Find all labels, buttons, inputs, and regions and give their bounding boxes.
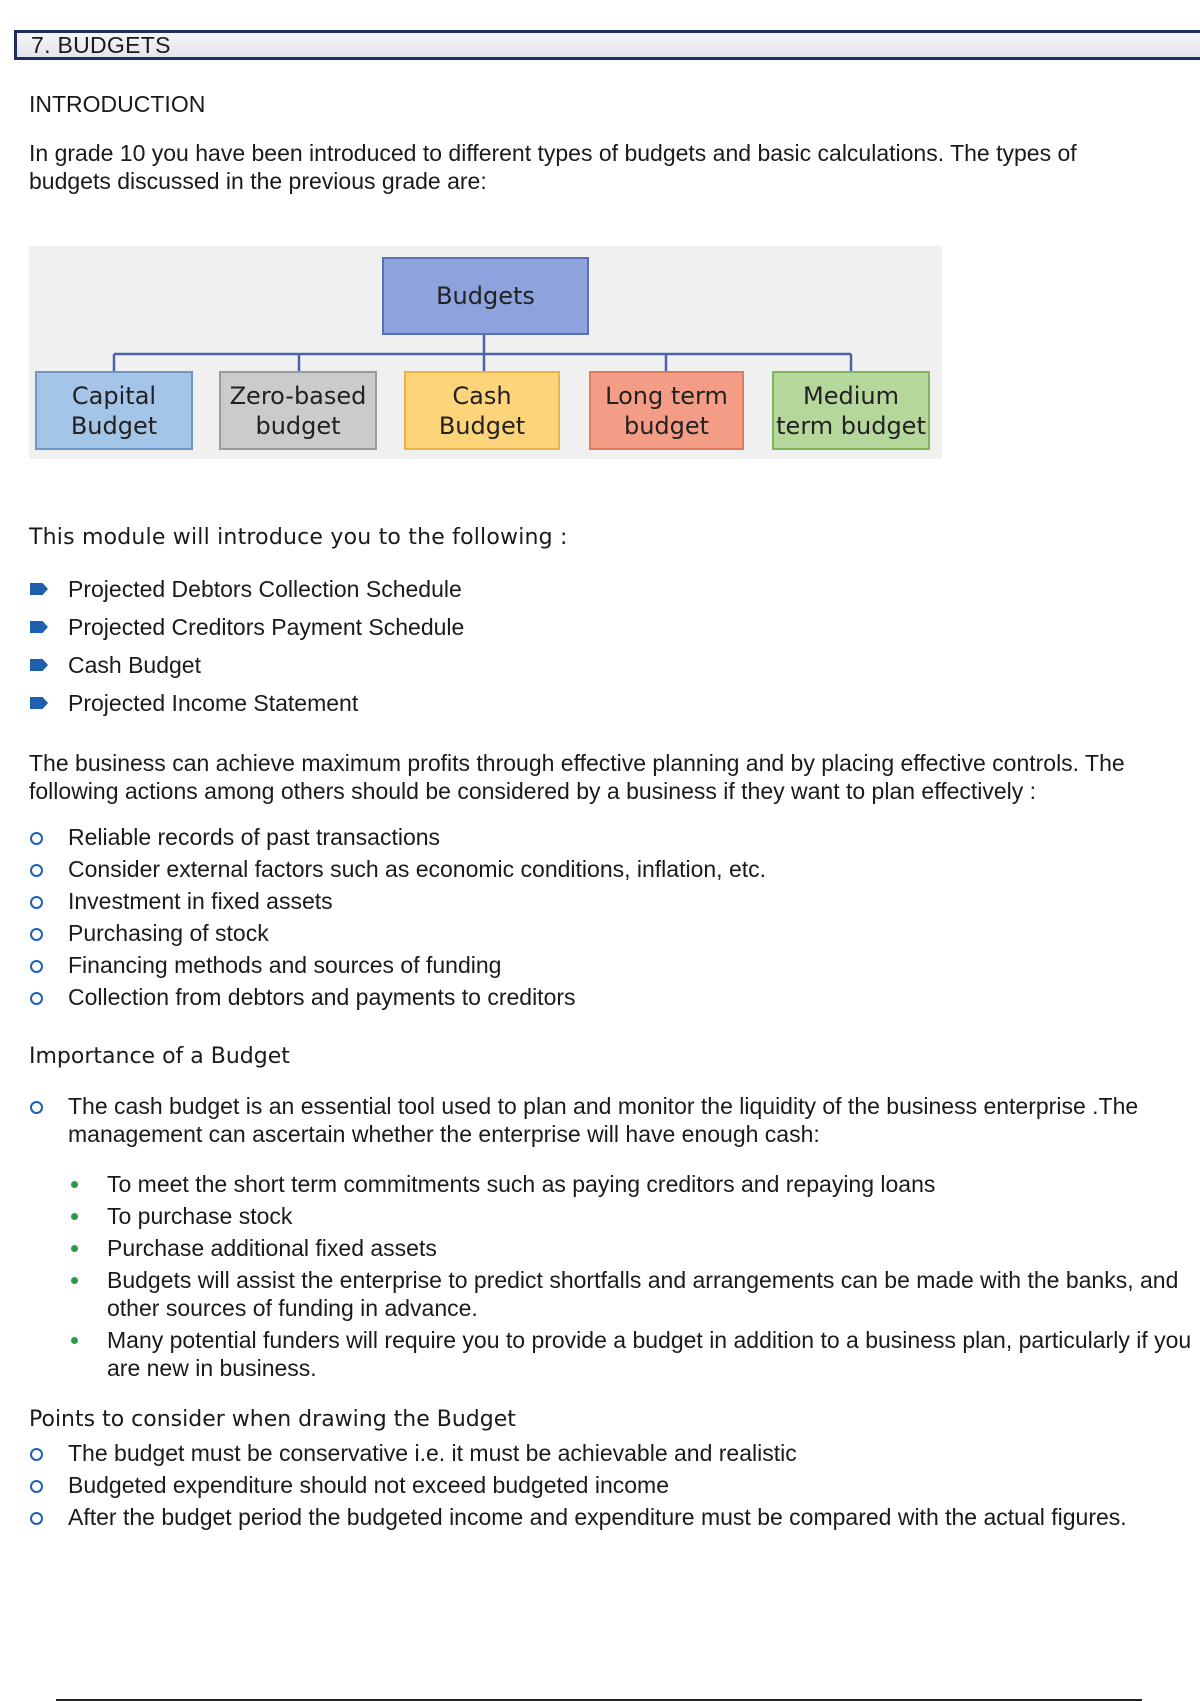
diagram-root-node [382, 257, 589, 335]
list-item [0, 855, 766, 887]
list-item-text: Financing methods and sources of funding [68, 952, 502, 978]
list-item-text: Reliable records of past transactions [68, 824, 441, 850]
dot-bullet-icon [71, 1277, 78, 1284]
list-item-text: Consider external factors such as economic conditions, inflation, etc. [68, 856, 767, 882]
list-item-text: The cash budget is an essential tool used to plan and monitor the liquidity of the business enterprise .The management can ascertain whether the enterprise will have enough cash: [68, 1093, 1139, 1147]
list-item [0, 951, 766, 983]
module-list [0, 575, 464, 727]
list-item-text: Projected Creditors Payment Schedule [68, 614, 465, 640]
list-item [0, 651, 464, 689]
importance-sub-list [0, 1170, 1197, 1386]
list-item [0, 1234, 1197, 1266]
list-item [0, 983, 766, 1015]
planning-paragraph: The business can achieve maximum profits through effective planning and by placing effective controls. The following actions among others should be considered by a business if they want to plan effectively : [29, 750, 1125, 804]
arrow-bullet-icon [30, 659, 48, 671]
list-item [0, 1439, 1127, 1471]
arrow-bullet-icon [30, 697, 48, 709]
section-header [14, 30, 1200, 60]
diagram-node-cash [404, 371, 560, 450]
circle-bullet-icon [30, 1480, 43, 1493]
list-item [0, 1326, 1197, 1386]
circle-bullet-icon [30, 1101, 43, 1114]
circle-bullet-icon [30, 1512, 43, 1525]
list-item-text: To meet the short term commitments such as paying creditors and repaying loans [107, 1171, 936, 1197]
list-item [0, 919, 766, 951]
diagram-node-capital [35, 371, 193, 450]
module-heading: This module will introduce you to the following : [29, 525, 568, 550]
circle-bullet-icon [30, 832, 43, 845]
diagram-node-zero-based [219, 371, 377, 450]
arrow-bullet-icon [30, 583, 48, 595]
list-item-text: To purchase stock [107, 1203, 293, 1229]
list-item-text: Projected Income Statement [68, 690, 359, 716]
planning-list [0, 823, 766, 1015]
circle-bullet-icon [30, 960, 43, 973]
list-item-text: Purchase additional fixed assets [107, 1235, 437, 1261]
importance-list [0, 1092, 1188, 1148]
list-item [0, 1503, 1127, 1535]
importance-heading: Importance of a Budget [29, 1044, 290, 1069]
diagram-node-label: Long term budget [605, 381, 728, 440]
budget-types-diagram [29, 246, 942, 459]
points-heading: Points to consider when drawing the Budget [29, 1407, 516, 1432]
diagram-root-label: Budgets [436, 282, 535, 310]
diagram-node-medium-term [772, 371, 930, 450]
list-item-text: Collection from debtors and payments to creditors [68, 984, 576, 1010]
circle-bullet-icon [30, 864, 43, 877]
list-item-text: After the budget period the budgeted income and expenditure must be compared with the actual figures. [68, 1504, 1127, 1530]
list-item [0, 887, 766, 919]
dot-bullet-icon [71, 1245, 78, 1252]
list-item [0, 613, 464, 651]
list-item [0, 1202, 1197, 1234]
circle-bullet-icon [30, 896, 43, 909]
list-item [0, 575, 464, 613]
list-item [0, 1266, 1197, 1326]
list-item [0, 1170, 1197, 1202]
list-item-text: Investment in fixed assets [68, 888, 333, 914]
list-item-text: Budgeted expenditure should not exceed budgeted income [68, 1472, 670, 1498]
arrow-bullet-icon [30, 621, 48, 633]
list-item [0, 1471, 1127, 1503]
dot-bullet-icon [71, 1181, 78, 1188]
list-item-text: Many potential funders will require you to provide a budget in addition to a business plan, particularly if you are new in business. [107, 1327, 1192, 1381]
list-item-text: Budgets will assist the enterprise to predict shortfalls and arrangements can be made with the banks, and other sources of funding in advance. [107, 1267, 1179, 1321]
circle-bullet-icon [30, 928, 43, 941]
diagram-node-long-term [589, 371, 744, 450]
section-title: 7. BUDGETS [31, 32, 171, 58]
diagram-node-label: Zero-based budget [229, 381, 367, 440]
circle-bullet-icon [30, 1448, 43, 1461]
list-item [0, 689, 464, 727]
diagram-node-label: Capital Budget [70, 381, 158, 440]
list-item-text: The budget must be conservative i.e. it must be achievable and realistic [68, 1440, 797, 1466]
list-item [0, 823, 766, 855]
diagram-node-label: Cash Budget [438, 381, 526, 440]
intro-heading: INTRODUCTION [29, 91, 206, 117]
dot-bullet-icon [71, 1337, 78, 1344]
intro-paragraph: In grade 10 you have been introduced to different types of budgets and basic calculations. The types of budgets discussed in the previous grade are: [29, 140, 1077, 194]
list-item-text: Purchasing of stock [68, 920, 269, 946]
points-list [0, 1439, 1127, 1535]
circle-bullet-icon [30, 992, 43, 1005]
list-item-text: Cash Budget [68, 652, 201, 678]
diagram-node-label: Medium term budget [776, 381, 926, 440]
dot-bullet-icon [71, 1213, 78, 1220]
list-item-text: Projected Debtors Collection Schedule [68, 576, 462, 602]
list-item [0, 1092, 1188, 1148]
